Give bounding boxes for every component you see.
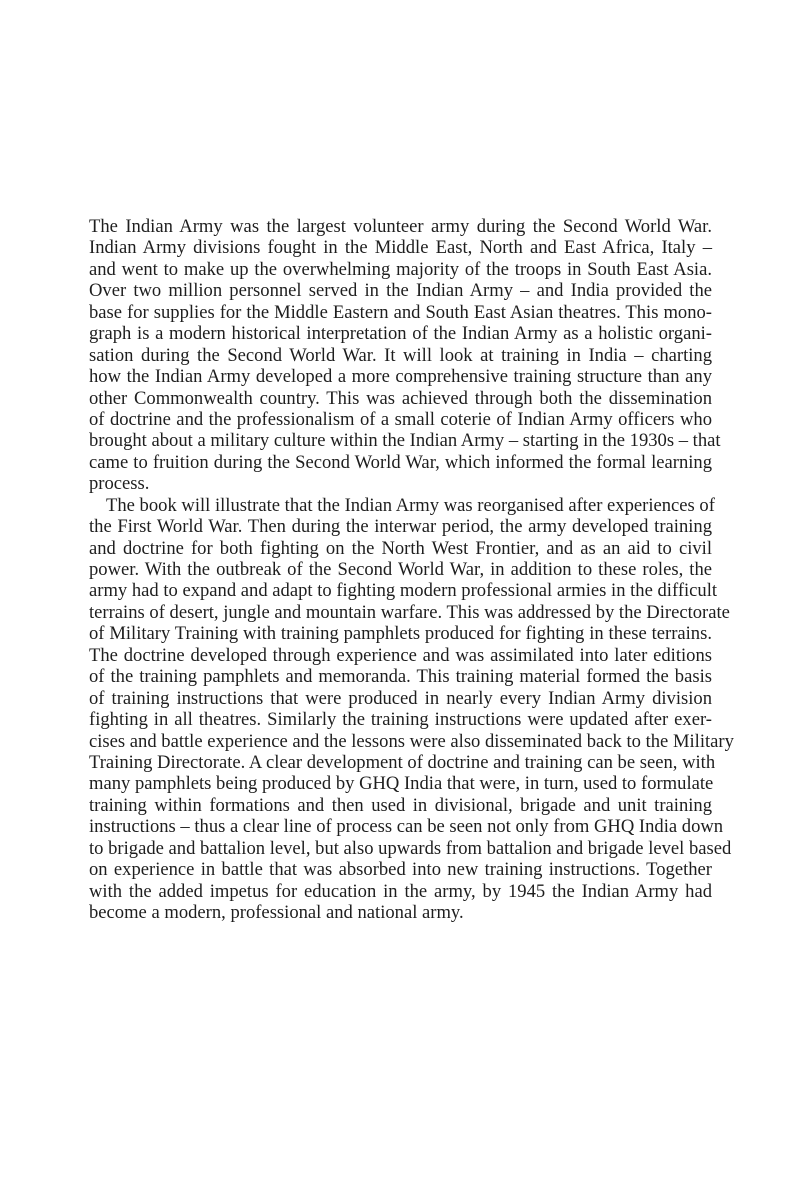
text-line: of training instructions that were produced in nearly every Indian Army division xyxy=(89,687,712,709)
text-line: of the training pamphlets and memoranda. This training material formed the basis xyxy=(89,666,712,688)
text-line: training within formations and then used in divisional, brigade and unit training xyxy=(89,794,712,816)
text-line: become a modern, professional and national army. xyxy=(89,902,464,923)
text-line: the First World War. Then during the interwar period, the army developed training xyxy=(89,516,712,538)
text-line: Over two million personnel served in the Indian Army – and India provided the xyxy=(89,280,712,302)
text-line: many pamphlets being produced by GHQ India that were, in turn, used to formulate xyxy=(89,773,714,795)
text-line: terrains of desert, jungle and mountain warfare. This was addressed by the Directorate xyxy=(89,601,730,623)
text-line: base for supplies for the Middle Eastern and South East Asian theatres. This mono- xyxy=(89,301,712,323)
text-line: of doctrine and the professionalism of a small coterie of Indian Army officers who xyxy=(89,408,712,430)
text-line: The doctrine developed through experience and was assimilated into later editions xyxy=(89,644,712,666)
text-line: brought about a military culture within the Indian Army – starting in the 1930s – that xyxy=(89,430,721,452)
text-line: Indian Army divisions fought in the Middle East, North and East Africa, Italy – xyxy=(89,237,712,259)
text-line: and went to make up the overwhelming majority of the troops in South East Asia. xyxy=(89,258,712,280)
text-line: came to fruition during the Second World War, which informed the formal learning xyxy=(89,451,712,473)
text-line: on experience in battle that was absorbed into new training instructions. Together xyxy=(89,859,712,881)
text-line: army had to expand and adapt to fighting modern professional armies in the difficult xyxy=(89,580,718,602)
text-line: cises and battle experience and the lessons were also disseminated back to the Military xyxy=(89,730,734,752)
text-line: instructions – thus a clear line of process can be seen not only from GHQ India down xyxy=(89,816,724,838)
text-line: graph is a modern historical interpretation of the Indian Army as a holistic organi- xyxy=(89,323,712,345)
paragraph-1 xyxy=(89,216,721,495)
text-line: The Indian Army was the largest volunteer army during the Second World War. xyxy=(89,216,712,237)
text-line: The book will illustrate that the Indian Army was reorganised after experiences of xyxy=(106,494,715,516)
text-line: sation during the Second World War. It will look at training in India – charting xyxy=(89,344,712,366)
text-line: fighting in all theatres. Similarly the training instructions were updated after exer- xyxy=(89,709,712,731)
text-line: other Commonwealth country. This was achieved through both the dissemination xyxy=(89,387,712,409)
text-line: how the Indian Army developed a more comprehensive training structure than any xyxy=(89,366,712,388)
text-line: Training Directorate. A clear development of doctrine and training can be seen, with xyxy=(89,751,716,773)
text-line: of Military Training with training pamphlets produced for fighting in these terrains. xyxy=(89,623,712,645)
text-line: process. xyxy=(89,473,150,495)
text-line: with the added impetus for education in the army, by 1945 the Indian Army had xyxy=(89,880,712,902)
text-line: power. With the outbreak of the Second World War, in addition to these roles, the xyxy=(89,559,712,580)
paragraph-2 xyxy=(89,494,734,924)
text-line: and doctrine for both fighting on the North West Frontier, and as an aid to civil xyxy=(89,537,712,559)
text-line: to brigade and battalion level, but also upwards from battalion and brigade level based xyxy=(89,837,732,859)
body-text xyxy=(89,216,734,923)
